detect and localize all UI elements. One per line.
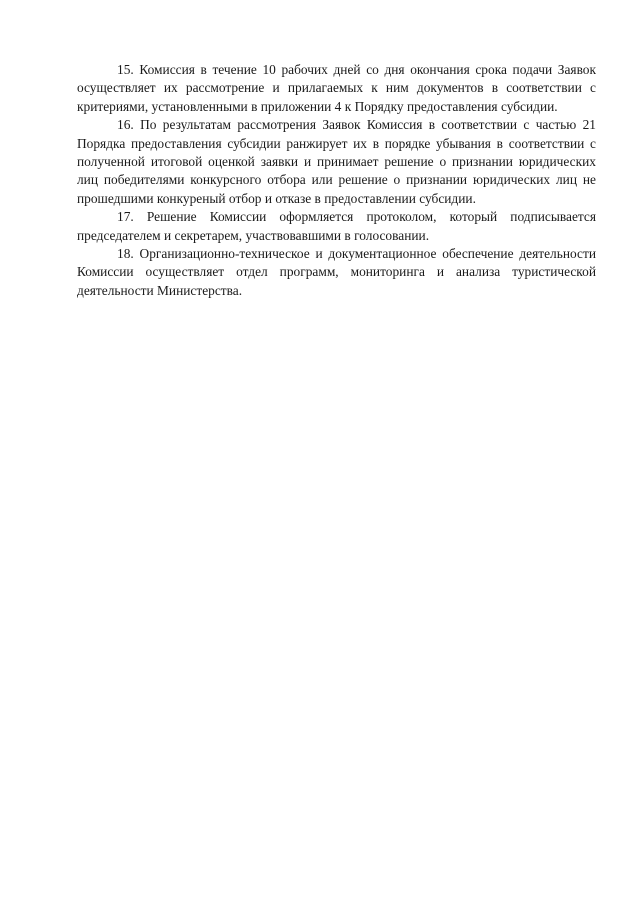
paragraph-16: 16. По результатам рассмотрения Заявок Комиссия в соответствии с частью 21 Порядка предоставления субсидии ранжирует их в порядке убывания в соответствии с полученной итоговой оценкой заявки и принимает решение о признании юридических лиц победителями конкурсного отбора или решение о признании юридических лиц не прошедшими конкуреный отбор и отказе в предоставлении субсидии.: [77, 117, 596, 206]
paragraph-17: 17. Решение Комиссии оформляется протоколом, который подписывается председателем и секретарем, участвовавшими в голосовании.: [77, 209, 596, 243]
paragraph-18: 18. Организационно-техническое и документационное обеспечение деятельности Комиссии осуществляет отдел программ, мониторинга и анализа туристической деятельности Министерства.: [77, 246, 596, 298]
paragraph-15: 15. Комиссия в течение 10 рабочих дней со дня окончания срока подачи Заявок осуществляет их рассмотрение и прилагаемых к ним документов в соответствии с критериями, установленными в приложении 4 к Порядку предоставления субсидии.: [77, 62, 596, 114]
document-body: [77, 61, 596, 300]
